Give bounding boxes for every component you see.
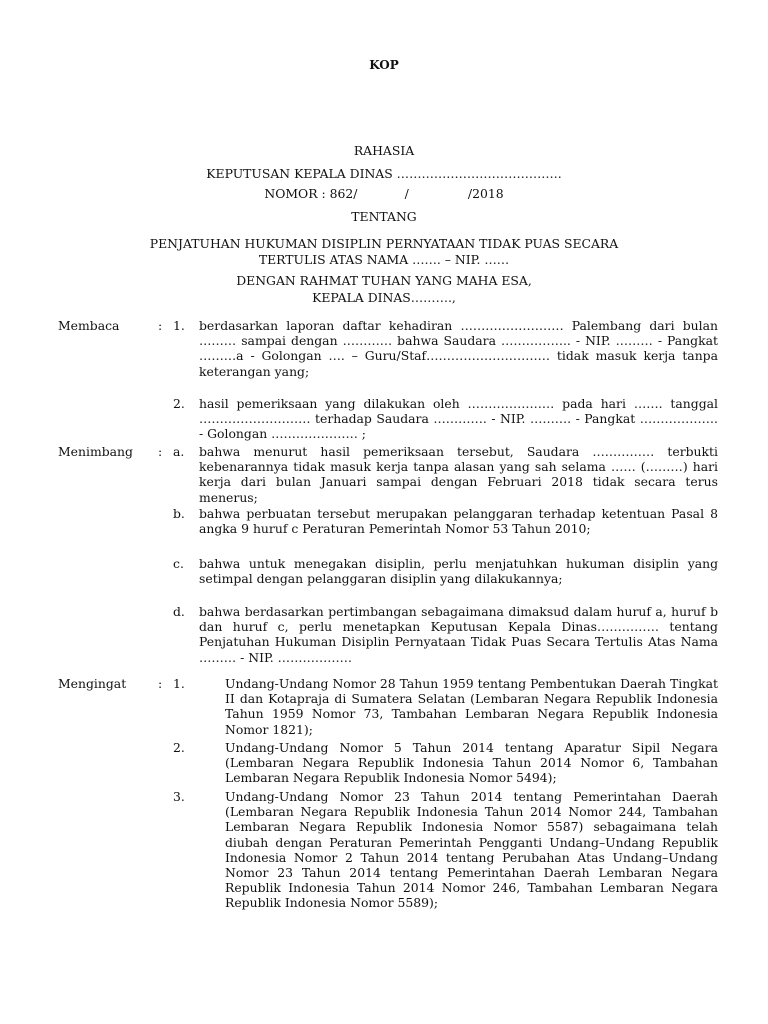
decree-title: KEPUTUSAN KEPALA DINAS …………………………………. — [206, 166, 562, 181]
classification-label: RAHASIA — [353, 143, 415, 158]
item-text: hasil pemeriksaan yang dilakukan oleh ………………… pada hari ……. tanggal ……………………… terhadap Saudara …………. - NIP. ………. - Pangkat ………………. - Golongan ………………… ; — [199, 396, 718, 442]
item-text: Undang-Undang Nomor 5 Tahun 2014 tentang Aparatur Sipil Negara (Lembaran Negara Republik Indonesia Tahun 2014 Nomor 6, Tambahan Lembaran Negara Republik Indonesia Nomor 5494); — [225, 740, 718, 786]
item-number: 3. — [173, 789, 185, 804]
item-text: bahwa perbuatan tersebut merupakan pelanggaran terhadap ketentuan Pasal 8 angka 9 huruf c Peraturan Pemerintah Nomor 53 Tahun 2010; — [199, 506, 718, 537]
tentang-heading: TENTANG — [351, 209, 417, 224]
item-text: bahwa untuk menegakan disiplin, perlu menjatuhkan hukuman disiplin yang setimpal dengan pelanggaran disiplin yang dilakukannya; — [199, 556, 718, 587]
preamble-rahmat: DENGAN RAHMAT TUHAN YANG MAHA ESA, — [236, 273, 532, 288]
item-number: d. — [173, 604, 185, 619]
menimbang-colon: : — [158, 444, 163, 459]
membaca-label: Membaca — [58, 318, 120, 333]
item-number: 1. — [173, 676, 185, 691]
menimbang-label: Menimbang — [58, 444, 133, 459]
decree-subject-line-2: TERTULIS ATAS NAMA ……. – NIP. …… — [258, 251, 510, 267]
item-number: 2. — [173, 740, 185, 755]
decree-subject — [0, 236, 768, 267]
mengingat-label: Mengingat — [58, 676, 127, 691]
item-text: berdasarkan laporan daftar kehadiran ……………………. Palembang dari bulan ……… sampai dengan ………… bahwa Saudara …………….. - NIP. ……… - Pangkat ………a - Golongan …. – Guru/Staf………………………… tidak masuk kerja tanpa keterangan yang; — [199, 318, 718, 379]
item-text: bahwa menurut hasil pemeriksaan tersebut, Saudara …………… terbukti kebenarannya tidak masuk kerja tanpa alasan yang sah selama …… (………) hari kerja dari bulan Januari sampai dengan Februari 2018 tidak secara terus menerus; — [199, 444, 718, 505]
decree-number: NOMOR : 862/ / /2018 — [264, 186, 504, 201]
membaca-colon: : — [158, 318, 163, 333]
decree-subject-line-1: PENJATUHAN HUKUMAN DISIPLIN PERNYATAAN TIDAK PUAS SECARA — [149, 236, 619, 251]
preamble-kepala: KEPALA DINAS………., — [312, 290, 456, 305]
item-text: Undang-Undang Nomor 23 Tahun 2014 tentang Pemerintahan Daerah (Lembaran Negara Republik Indonesia Tahun 2014 Nomor 244, Tambahan Lembaran Negara Republik Indonesia Nomor 5587) sebagaimana telah diubah dengan Peraturan Pemerintah Pengganti Undang–Undang Republik Indonesia Nomor 2 Tahun 2014 tentang Perubahan Atas Undang–Undang Nomor 23 Tahun 2014 tentang Pemerintahan Daerah Lembaran Negara Republik Indonesia Tahun 2014 Nomor 246, Tambahan Lembaran Negara Republik Indonesia Nomor 5589); — [225, 789, 718, 911]
item-text: bahwa berdasarkan pertimbangan sebagaimana dimaksud dalam huruf a, huruf b dan huruf c, perlu menetapkan Keputusan Kepala Dinas…………… tentang Penjatuhan Hukuman Disiplin Pernyataan Tidak Puas Secara Tertulis Atas Nama ……… - NIP. ……………… — [199, 604, 718, 665]
item-text: Undang-Undang Nomor 28 Tahun 1959 tentang Pembentukan Daerah Tingkat II dan Kotapraja di Sumatera Selatan (Lembaran Negara Republik Indonesia Tahun 1959 Nomor 73, Tambahan Lembaran Negara Republik Indonesia Nomor 1821); — [225, 676, 718, 737]
item-number: c. — [173, 556, 184, 571]
kop-heading: KOP — [369, 58, 399, 72]
item-number: 1. — [173, 318, 185, 333]
mengingat-colon: : — [158, 676, 163, 691]
item-number: b. — [173, 506, 185, 521]
item-number: 2. — [173, 396, 185, 411]
item-number: a. — [173, 444, 185, 459]
